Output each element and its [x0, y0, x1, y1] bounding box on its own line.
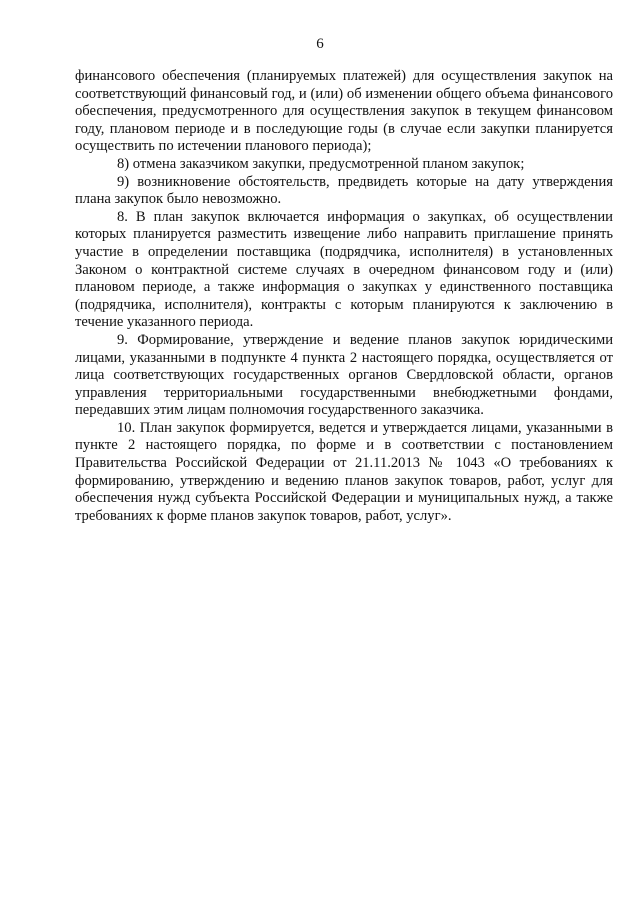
- page-number: 6: [316, 36, 324, 52]
- clause-10: 10. План закупок формируется, ведется и утверждается лицами, указанными в пункте 2 настоящего порядка, по форме и в соответствии с постановлением Правительства Российской Федерации от 21.11.2013 № 1043 «О требованиях к формированию, утверждению и ведению планов закупок товаров, работ, услуг для обеспечения нужд субъекта Российской Федерации и муниципальных нужд, а также требованиях к форме планов закупок товаров, работ, услуг».: [75, 419, 613, 524]
- list-item-8: 8) отмена заказчиком закупки, предусмотренной планом закупок;: [117, 155, 525, 172]
- clause-8: 8. В план закупок включается информация о закупках, об осуществлении которых планируется разместить извещение либо направить приглашение принять участие в определении поставщика (подрядчика, исполнителя) в установленных Законом о контрактной системе случаях в очередном финансовом году и (или) плановом периоде, а также информация о закупках у единственного поставщика (подрядчика, исполнителя), контракты с которым планируются к заключению в течение указанного периода.: [75, 208, 613, 331]
- clause-9: 9. Формирование, утверждение и ведение планов закупок юридическими лицами, указанными в подпункте 4 пункта 2 настоящего порядка, осуществляется от лица соответствующих государственных органов Свердловской области, органов управления территориальными государственными внебюджетными фондами, передавших этим лицам полномочия государственного заказчика.: [75, 331, 613, 419]
- list-item-9: 9) возникновение обстоятельств, предвидеть которые на дату утверждения плана закупок было невозможно.: [75, 173, 613, 208]
- paragraph-continuation: финансового обеспечения (планируемых платежей) для осуществления закупок на соответствующий финансовый год, и (или) об изменении общего объема финансового обеспечения, предусмотренного для осуществления закупок в текущем финансовом году, плановом периоде и в последующие годы (в случае если закупки планируется осуществить по истечении планового периода);: [75, 68, 613, 155]
- document-body: [75, 68, 613, 525]
